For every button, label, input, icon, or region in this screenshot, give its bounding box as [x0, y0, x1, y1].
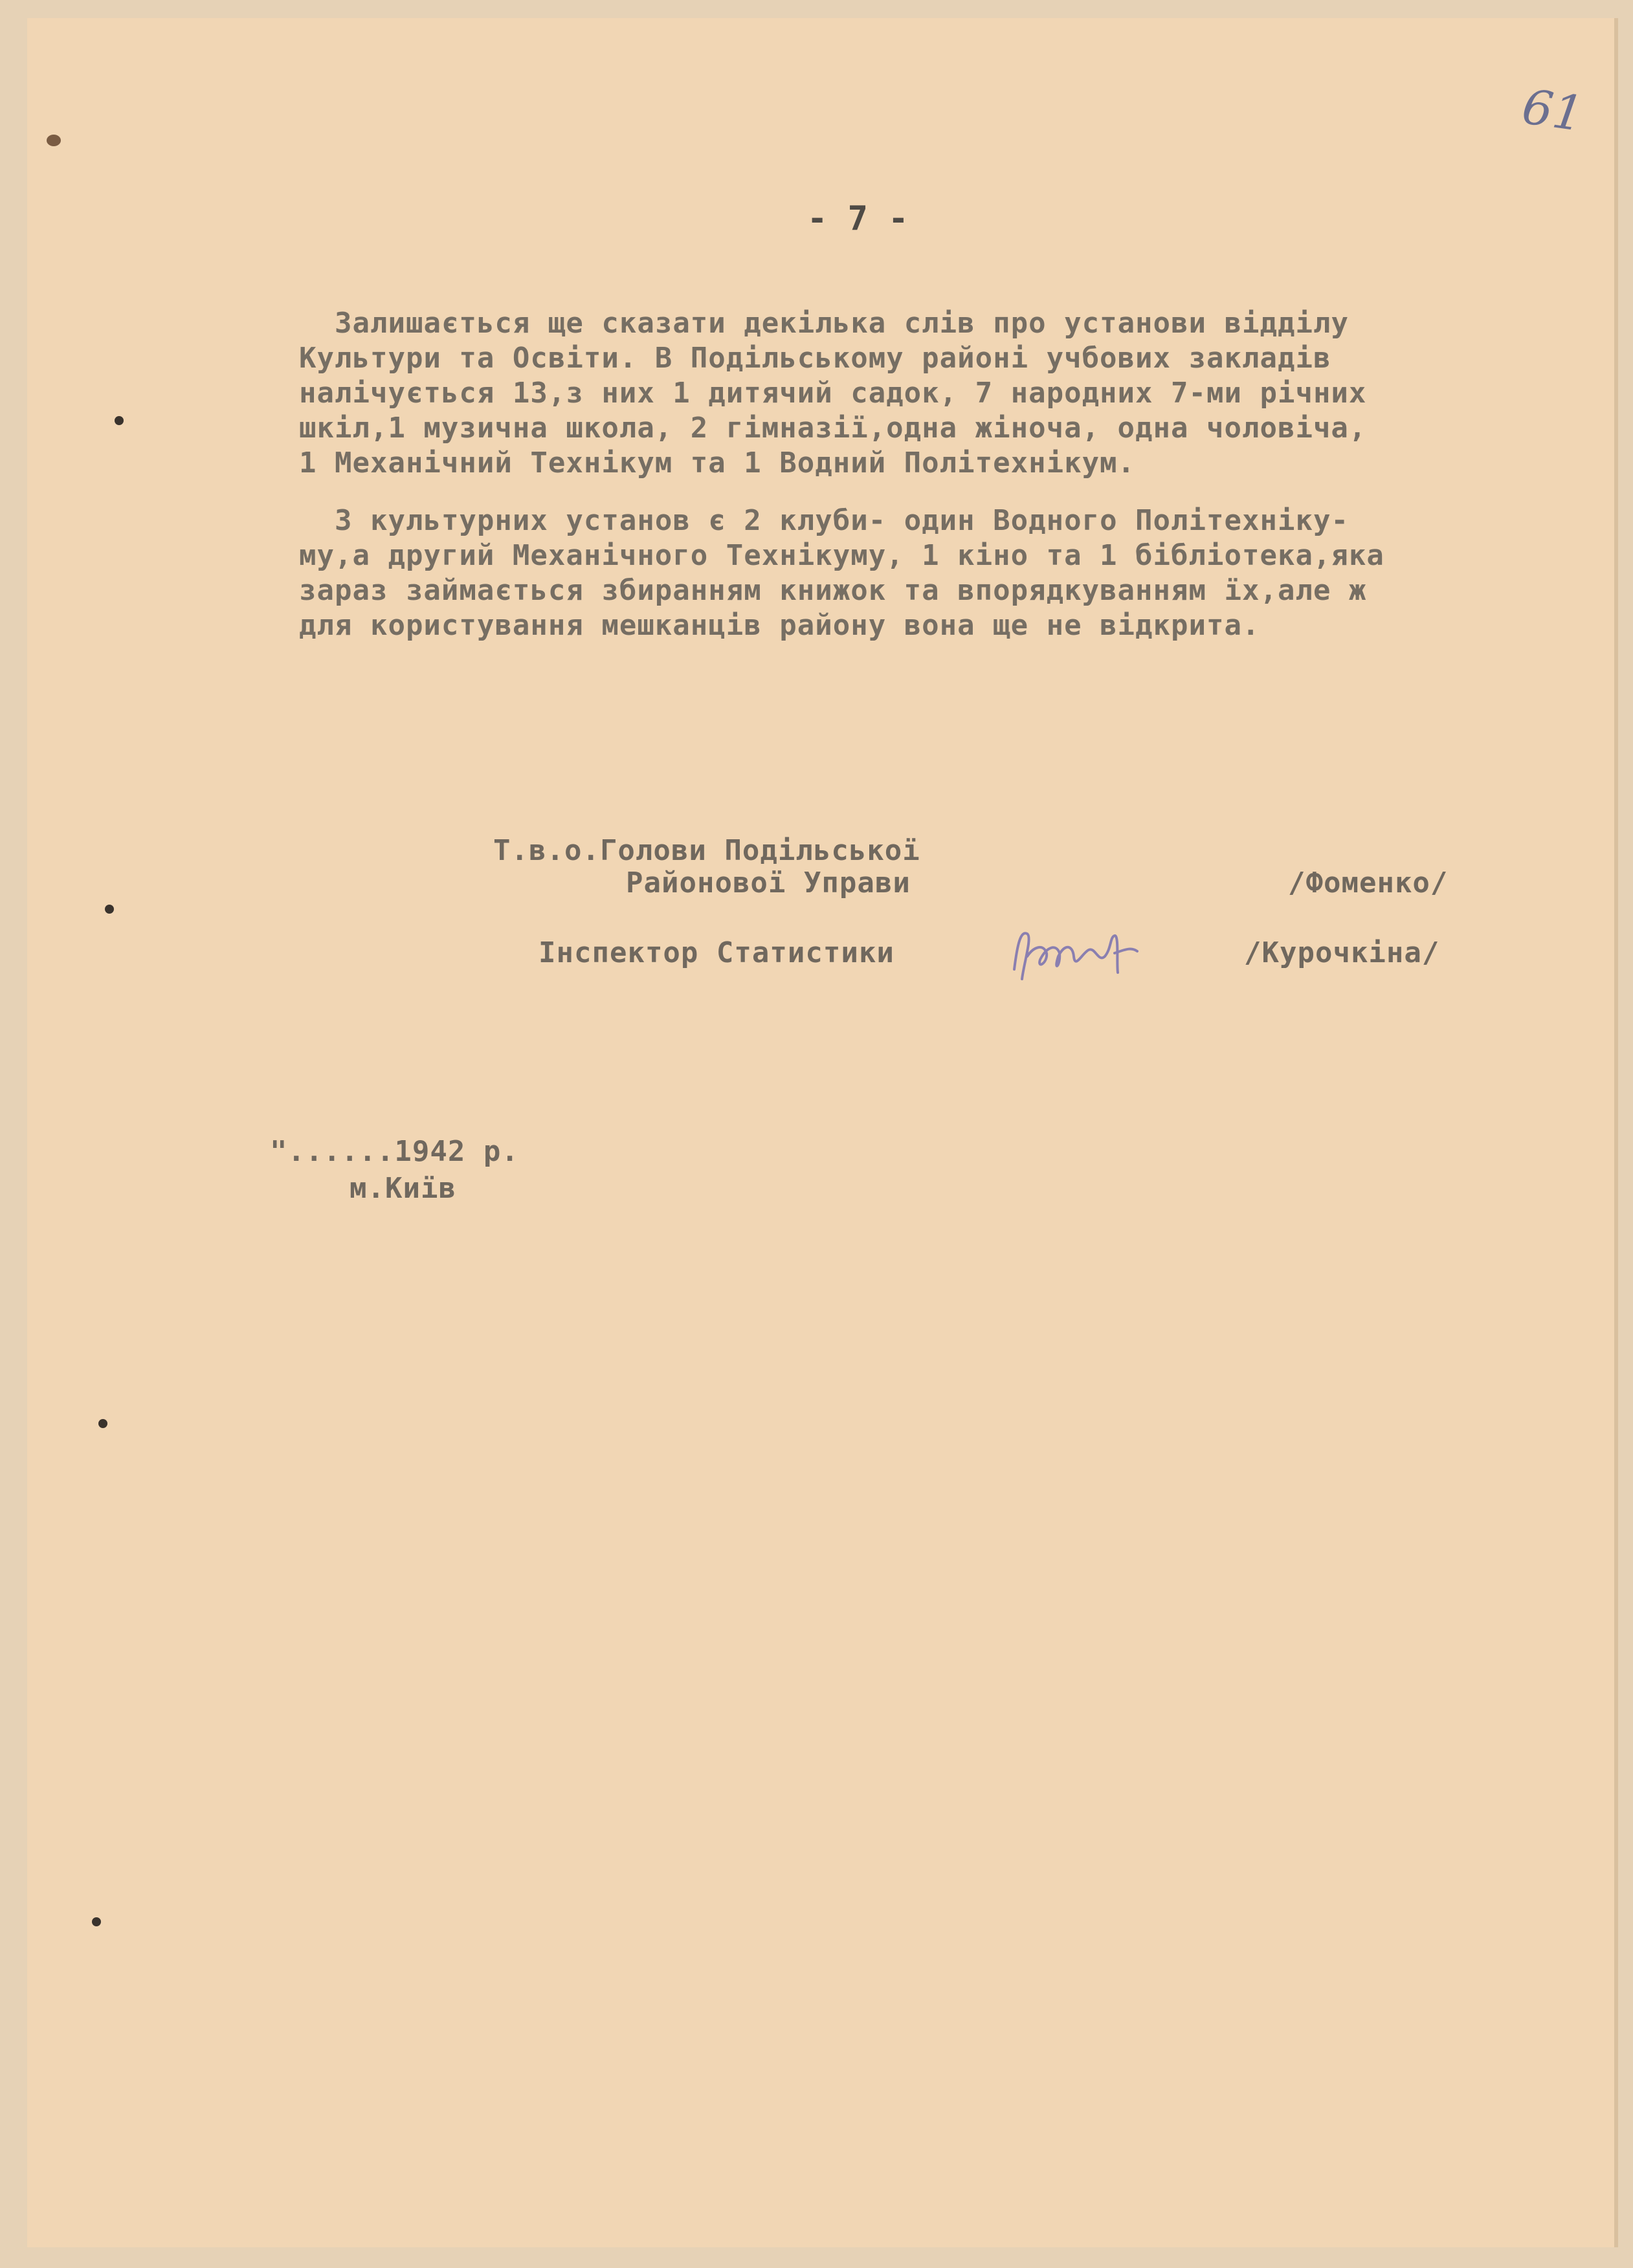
paragraph-line: Залишається ще сказати декілька слів про установи відділу	[335, 307, 1349, 340]
paper-stain-speck	[47, 135, 61, 146]
paragraph-line: зараз займається збиранням книжок та впорядкуванням їх,але ж	[299, 574, 1367, 607]
paragraph-line: шкіл,1 музична школа, 2 гімназії,одна жіноча, одна чоловіча,	[299, 412, 1367, 445]
paragraph-line: 1 Механічний Технікум та 1 Водний Політехнікум.	[299, 446, 1136, 479]
paragraph-line: З культурних установ є 2 клуби- один Водного Політехніку-	[335, 504, 1349, 537]
signatory-title-continued: Районової Управи	[626, 866, 911, 899]
paragraph-line: му,а другий Механічного Технікуму, 1 кіно та 1 бібліотека,яка	[299, 539, 1384, 572]
place-line: м.Київ	[350, 1172, 456, 1205]
paragraph-line: для користування мешканців району вона ще не відкрита.	[299, 609, 1260, 642]
paragraph-line: налічується 13,з них 1 дитячий садок, 7 народних 7-ми річних	[299, 377, 1367, 410]
inspector-name: /Курочкіна/	[1244, 936, 1440, 969]
date-line: "......1942 р.	[270, 1135, 519, 1168]
folio-number: 61	[1518, 78, 1587, 143]
paragraph-culture	[299, 503, 1568, 643]
paragraph-line: Культури та Освіти. В Подільському районі учбових закладів	[299, 342, 1331, 375]
hole-punch-speck	[98, 1419, 107, 1428]
paragraph-education	[299, 306, 1568, 481]
page-number: - 7 -	[807, 199, 909, 238]
hole-punch-speck	[92, 1917, 101, 1926]
signatory-name: /Фоменко/	[1288, 866, 1449, 899]
handwritten-signature	[1008, 918, 1202, 995]
document-page	[27, 18, 1618, 2247]
signatory-title: Т.в.о.Голови Подільської	[493, 834, 920, 867]
hole-punch-speck	[115, 416, 124, 425]
hole-punch-speck	[105, 905, 114, 914]
inspector-title: Інспектор Статистики	[539, 936, 894, 969]
